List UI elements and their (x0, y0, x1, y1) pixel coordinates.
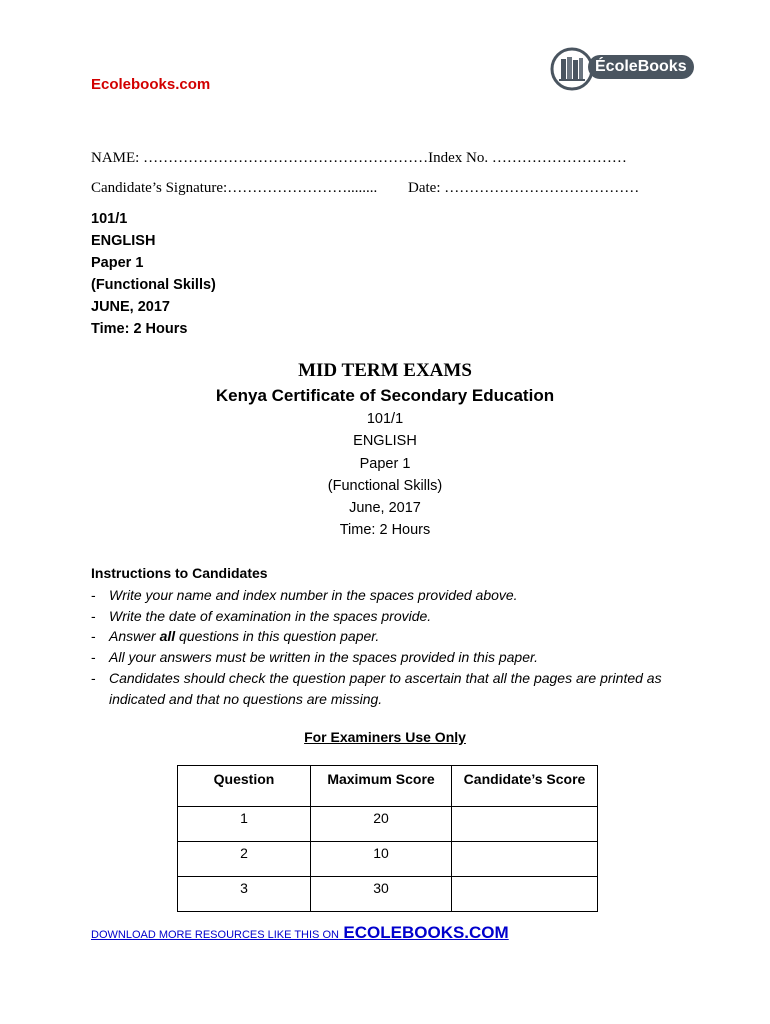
column-header: Maximum Score (311, 766, 452, 807)
name-index-line: NAME: …………………………………………………Index No. ……………………… (91, 150, 627, 166)
instruction-item: - Answer all questions in this question paper. (91, 626, 711, 647)
exam-date: June, 2017 (349, 500, 421, 517)
paper-type: (Functional Skills) (91, 277, 216, 293)
table-cell: 2 (178, 842, 311, 877)
table-row (178, 807, 598, 842)
examiners-table (177, 765, 598, 912)
site-link[interactable]: Ecolebooks.com (91, 76, 211, 93)
table-cell: 10 (311, 842, 452, 877)
table-cell[interactable] (452, 842, 598, 877)
table-cell: 30 (311, 877, 452, 912)
exam-details (0, 408, 770, 542)
examiners-caption: For Examiners Use Only (304, 729, 466, 745)
instructions-heading: Instructions to Candidates (91, 565, 268, 581)
table-cell: 20 (311, 807, 452, 842)
table-cell: 3 (178, 877, 311, 912)
instruction-item: - Write your name and index number in the spaces provided above. (91, 585, 711, 606)
instruction-item: - All your answers must be written in the spaces provided in this paper. (91, 647, 711, 668)
exam-code: 101/1 (366, 411, 404, 427)
exam-subtitle: Kenya Certificate of Secondary Education (215, 386, 555, 405)
paper-code: 101/1 (91, 211, 128, 227)
table-row (178, 877, 598, 912)
ecolebooks-logo (550, 46, 687, 92)
column-header: Candidate’s Score (452, 766, 598, 807)
paper-subject: ENGLISH (91, 233, 156, 249)
exam-type: (Functional Skills) (327, 477, 443, 494)
instructions-list (91, 585, 711, 709)
signature-line: Candidate’s Signature:……………………........ (91, 180, 378, 196)
table-header-row (178, 766, 598, 807)
exam-time: Time: 2 Hours (339, 522, 431, 539)
table-cell[interactable] (452, 807, 598, 842)
exam-title: MID TERM EXAMS (298, 360, 472, 381)
exam-subject: ENGLISH (353, 433, 417, 450)
table-cell: 1 (178, 807, 311, 842)
paper-date: JUNE, 2017 (91, 299, 170, 315)
footer-site-link[interactable]: ECOLEBOOKS.COM (343, 923, 509, 942)
footer-prefix[interactable]: DOWNLOAD MORE RESOURCES LIKE THIS ON (91, 929, 339, 941)
emphasis-all: all (159, 628, 176, 645)
logo-text: ÉcoleBooks (588, 55, 694, 79)
instruction-item: - Write the date of examination in the spaces provide. (91, 606, 711, 627)
column-header: Question (178, 766, 311, 807)
download-footer-link[interactable] (91, 923, 509, 943)
paper-info (91, 208, 216, 340)
table-row (178, 842, 598, 877)
paper-time: Time: 2 Hours (91, 321, 188, 337)
paper-number: Paper 1 (91, 255, 144, 271)
instruction-item: - Candidates should check the question paper to ascertain that all the pages are printed as indicated and that no questions are missing. (91, 668, 711, 709)
date-line: Date: ………………………………… (408, 180, 640, 196)
exam-paper: Paper 1 (359, 455, 411, 472)
table-cell[interactable] (452, 877, 598, 912)
